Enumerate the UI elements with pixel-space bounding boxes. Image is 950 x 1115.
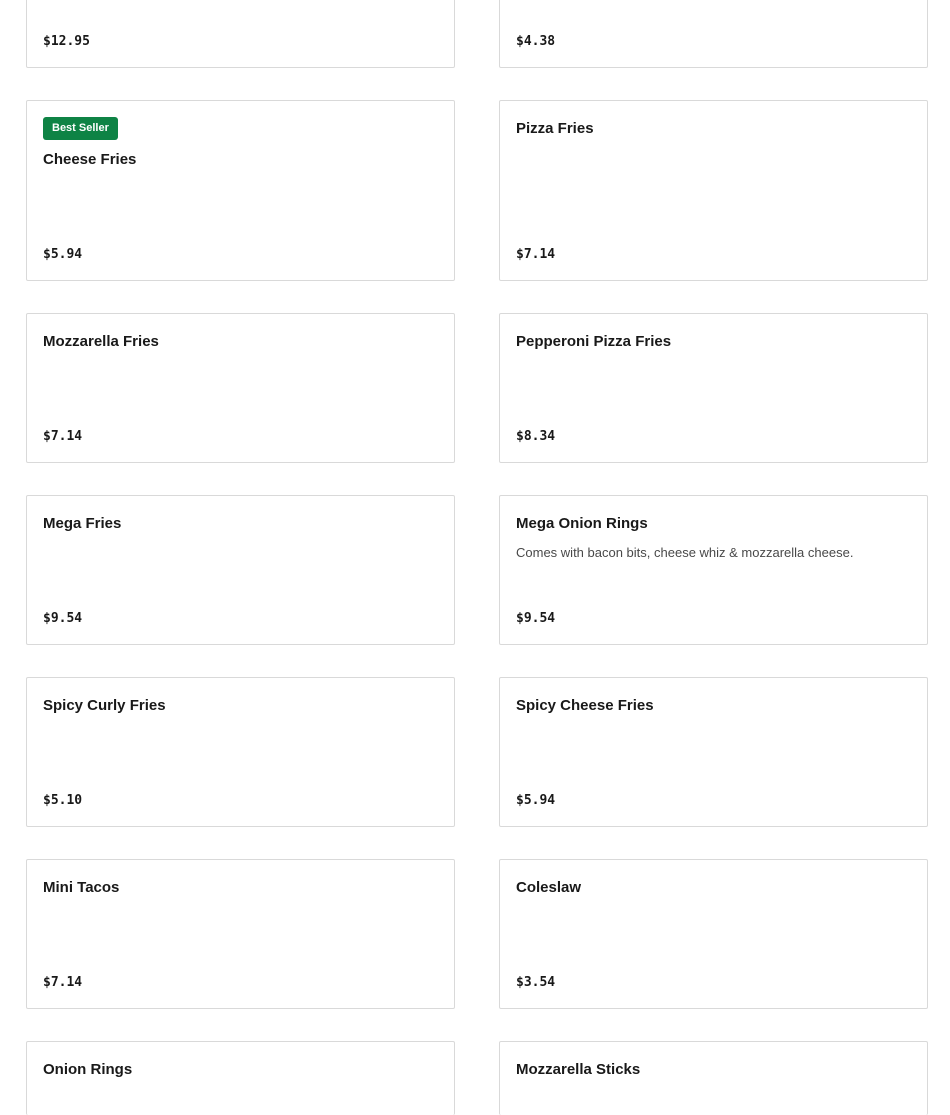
- menu-item-card[interactable]: [26, 0, 455, 68]
- menu-item-name: Pepperoni Pizza Fries: [516, 333, 672, 350]
- menu-item-card-mozzarella-fries[interactable]: [26, 313, 455, 463]
- menu-item-card-onion-rings[interactable]: [26, 1041, 455, 1115]
- menu-item-name: Cheese Fries: [43, 151, 137, 168]
- menu-item-name: Onion Rings: [43, 1061, 133, 1078]
- menu-item-card-mozzarella-sticks[interactable]: [499, 1041, 928, 1115]
- menu-item-price: $4.38: [516, 34, 556, 49]
- menu-item-price: $8.34: [516, 429, 556, 444]
- menu-item-card-cheese-fries[interactable]: [26, 100, 455, 281]
- menu-item-name: Spicy Cheese Fries: [516, 697, 654, 714]
- menu-item-price: $7.14: [516, 247, 556, 262]
- menu-item-card-pepperoni-pizza-fries[interactable]: [499, 313, 928, 463]
- menu-item-card-pizza-fries[interactable]: [499, 100, 928, 281]
- menu-item-name: Mozzarella Sticks: [516, 1061, 641, 1078]
- menu-item-name: Pizza Fries: [516, 120, 594, 137]
- menu-item-card-coleslaw[interactable]: [499, 859, 928, 1009]
- menu-item-description: Comes with bacon bits, cheese whiz & mozzarella cheese.: [516, 545, 854, 560]
- menu-item-price: $3.54: [516, 975, 556, 990]
- menu-item-price: $5.94: [43, 247, 83, 262]
- menu-item-name: Mini Tacos: [43, 879, 120, 896]
- best-seller-badge: Best Seller: [43, 117, 118, 140]
- menu-item-card-spicy-curly-fries[interactable]: [26, 677, 455, 827]
- menu-item-name: Mega Onion Rings: [516, 515, 648, 532]
- menu-item-card[interactable]: [499, 0, 928, 68]
- menu-item-name: Coleslaw: [516, 879, 582, 896]
- menu-item-card-mega-onion-rings[interactable]: [499, 495, 928, 645]
- menu-item-price: $7.14: [43, 975, 83, 990]
- menu-item-card-spicy-cheese-fries[interactable]: [499, 677, 928, 827]
- menu-item-price: $5.94: [516, 793, 556, 808]
- menu-item-price: $12.95: [43, 34, 90, 49]
- menu-item-name: Mega Fries: [43, 515, 122, 532]
- menu-item-card-mini-tacos[interactable]: [26, 859, 455, 1009]
- menu-item-name: Mozzarella Fries: [43, 333, 159, 350]
- menu-item-price: $7.14: [43, 429, 83, 444]
- menu-item-name: Spicy Curly Fries: [43, 697, 166, 714]
- menu-item-price: $9.54: [43, 611, 83, 626]
- menu-item-card-mega-fries[interactable]: [26, 495, 455, 645]
- menu-item-price: $9.54: [516, 611, 556, 626]
- menu-item-price: $5.10: [43, 793, 83, 808]
